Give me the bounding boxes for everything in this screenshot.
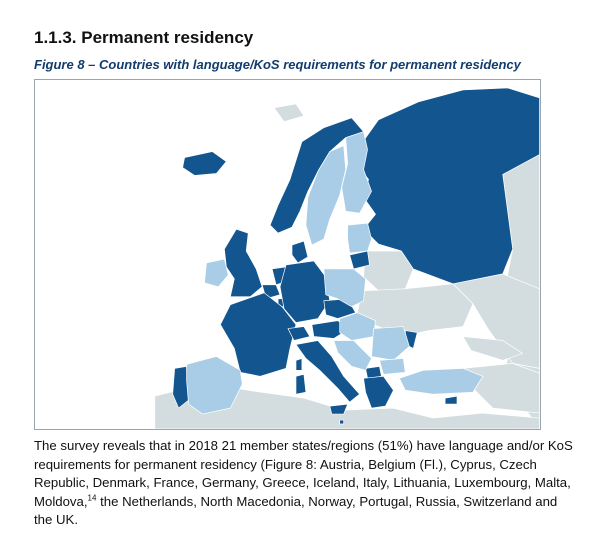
map-canvas xyxy=(35,80,540,429)
region-turkey xyxy=(399,368,483,394)
region-estonia-latvia xyxy=(348,223,372,253)
region-balkans-west xyxy=(334,341,372,371)
region-sardinia xyxy=(296,374,306,394)
region-cyprus xyxy=(445,396,457,404)
section-heading: 1.1.3. Permanent residency xyxy=(34,28,254,47)
europe-map xyxy=(34,79,541,430)
region-iceland xyxy=(183,152,227,176)
region-malta xyxy=(340,420,344,424)
figure-caption: Figure 8 – Countries with language/KoS requirements for permanent residency xyxy=(34,57,521,72)
region-ireland xyxy=(204,259,228,287)
region-romania xyxy=(372,327,410,361)
region-uk xyxy=(224,229,262,297)
region-svalbard-area xyxy=(274,104,304,122)
region-corsica xyxy=(296,358,302,370)
summary-text-part-1: The survey reveals that in 2018 21 member states/regions (51%) have language and/or KoS requirements for permanent residency (Figure 8: Austria, Belgium (Fl.), Cyprus, Czech Republic, Denmark, France, Germany, Greece, Iceland, Italy, Lithuania, Luxembourg, Malta, Moldova, xyxy=(34,438,573,509)
region-greece xyxy=(364,376,394,408)
region-denmark xyxy=(292,241,308,263)
summary-text-part-2: the Netherlands, North Macedonia, Norway, Portugal, Russia, Switzerland and the UK. xyxy=(34,493,558,527)
footnote-reference[interactable]: 14 xyxy=(87,493,97,503)
region-bulgaria xyxy=(379,358,405,374)
summary-paragraph xyxy=(34,437,574,530)
